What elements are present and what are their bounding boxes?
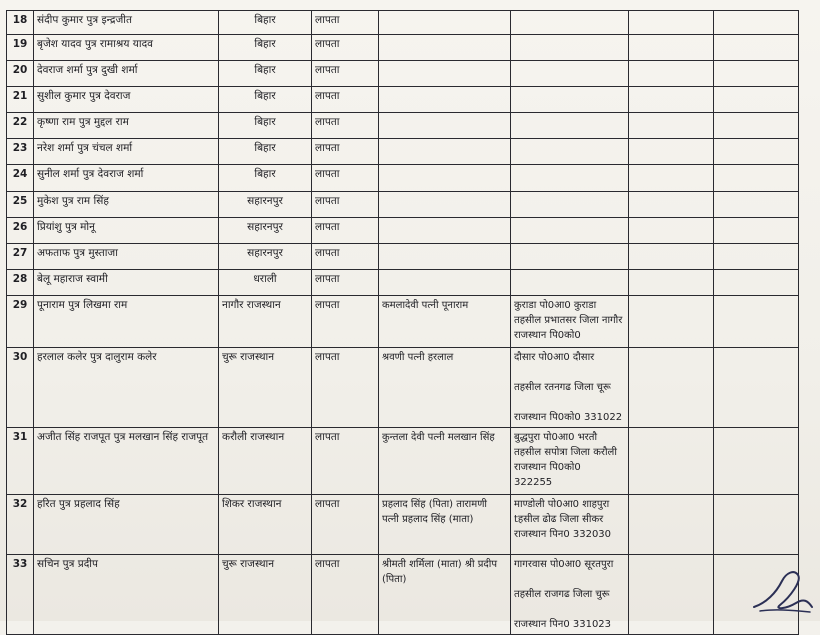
status-text: लापता <box>312 495 379 555</box>
status-text: लापता <box>312 61 379 87</box>
address-text <box>511 192 629 218</box>
empty-cell <box>714 165 799 192</box>
status-text: लापता <box>312 35 379 61</box>
relative-info: कुन्तला देवी पत्नी मलखान सिंह <box>379 428 511 495</box>
address-text <box>511 87 629 113</box>
status-text: लापता <box>312 11 379 35</box>
empty-cell <box>714 348 799 428</box>
person-name: बेलू महाराज स्वामी <box>34 270 219 296</box>
empty-cell <box>629 87 714 113</box>
table-row <box>7 428 799 495</box>
empty-cell <box>629 555 714 635</box>
serial-number: 25 <box>7 192 34 218</box>
address-text <box>511 165 629 192</box>
state-district: बिहार <box>219 35 312 61</box>
state-district: शिकर राजस्थान <box>219 495 312 555</box>
serial-number: 20 <box>7 61 34 87</box>
status-text: लापता <box>312 555 379 635</box>
state-district: बिहार <box>219 165 312 192</box>
state-district: सहारनपुर <box>219 244 312 270</box>
table-row <box>7 495 799 555</box>
person-name: सचिन पुत्र प्रदीप <box>34 555 219 635</box>
address-text <box>511 11 629 35</box>
relative-info <box>379 113 511 139</box>
person-name: मुकेश पुत्र राम सिंह <box>34 192 219 218</box>
address-text: माण्डोली पो0आ0 शाहपुरा tहसील ढोढ जिला सीकर राजस्थान पिन0 332030 <box>511 495 629 555</box>
status-text: लापता <box>312 192 379 218</box>
serial-number: 18 <box>7 11 34 35</box>
table-row <box>7 270 799 296</box>
empty-cell <box>714 270 799 296</box>
table-row <box>7 87 799 113</box>
relative-info <box>379 165 511 192</box>
address-text <box>511 113 629 139</box>
status-text: लापता <box>312 348 379 428</box>
empty-cell <box>714 495 799 555</box>
empty-cell <box>629 495 714 555</box>
relative-info: श्रवणी पत्नी हरलाल <box>379 348 511 428</box>
empty-cell <box>629 348 714 428</box>
relative-info <box>379 139 511 165</box>
state-district: धराली <box>219 270 312 296</box>
serial-number: 27 <box>7 244 34 270</box>
table-row <box>7 296 799 348</box>
relative-info: कमलादेवी पत्नी पूनाराम <box>379 296 511 348</box>
relative-info <box>379 270 511 296</box>
table-row <box>7 11 799 35</box>
address-text <box>511 35 629 61</box>
empty-cell <box>714 61 799 87</box>
state-district: बिहार <box>219 113 312 139</box>
state-district: बिहार <box>219 87 312 113</box>
person-name: नरेश शर्मा पुत्र चंचल शर्मा <box>34 139 219 165</box>
empty-cell <box>714 35 799 61</box>
serial-number: 32 <box>7 495 34 555</box>
relative-info <box>379 244 511 270</box>
empty-cell <box>629 139 714 165</box>
table-row <box>7 555 799 635</box>
person-name: पूनाराम पुत्र लिखमा राम <box>34 296 219 348</box>
status-text: लापता <box>312 218 379 244</box>
state-district: बिहार <box>219 139 312 165</box>
relative-info: प्रहलाद सिंह (पिता) तारामणी पत्नी प्रहलाद सिंह (माता) <box>379 495 511 555</box>
person-name: हरित पुत्र प्रहलाद सिंह <box>34 495 219 555</box>
empty-cell <box>714 113 799 139</box>
empty-cell <box>629 244 714 270</box>
state-district: सहारनपुर <box>219 218 312 244</box>
serial-number: 19 <box>7 35 34 61</box>
missing-persons-table <box>6 10 799 635</box>
table-row <box>7 348 799 428</box>
address-text <box>511 218 629 244</box>
serial-number: 26 <box>7 218 34 244</box>
serial-number: 23 <box>7 139 34 165</box>
relative-info: श्रीमती शर्मिला (माता) श्री प्रदीप (पिता) <box>379 555 511 635</box>
empty-cell <box>714 244 799 270</box>
serial-number: 28 <box>7 270 34 296</box>
person-name: सुनील शर्मा पुत्र देवराज शर्मा <box>34 165 219 192</box>
empty-cell <box>714 218 799 244</box>
serial-number: 21 <box>7 87 34 113</box>
state-district: करौली राजस्थान <box>219 428 312 495</box>
status-text: लापता <box>312 165 379 192</box>
status-text: लापता <box>312 428 379 495</box>
person-name: प्रियांशु पुत्र मोनू <box>34 218 219 244</box>
serial-number: 22 <box>7 113 34 139</box>
status-text: लापता <box>312 113 379 139</box>
state-district: बिहार <box>219 11 312 35</box>
relative-info <box>379 35 511 61</box>
status-text: लापता <box>312 270 379 296</box>
table-row <box>7 113 799 139</box>
empty-cell <box>714 11 799 35</box>
serial-number: 33 <box>7 555 34 635</box>
relative-info <box>379 11 511 35</box>
table-row <box>7 35 799 61</box>
person-name: सुशील कुमार पुत्र देवराज <box>34 87 219 113</box>
serial-number: 24 <box>7 165 34 192</box>
empty-cell <box>629 61 714 87</box>
empty-cell <box>629 165 714 192</box>
status-text: लापता <box>312 296 379 348</box>
relative-info <box>379 87 511 113</box>
address-text <box>511 244 629 270</box>
address-text <box>511 270 629 296</box>
empty-cell <box>629 218 714 244</box>
empty-cell <box>629 192 714 218</box>
table-row <box>7 165 799 192</box>
person-name: देवराज शर्मा पुत्र दुखी शर्मा <box>34 61 219 87</box>
status-text: लापता <box>312 139 379 165</box>
person-name: संदीप कुमार पुत्र इन्द्रजीत <box>34 11 219 35</box>
person-name: अजीत सिंह राजपूत पुत्र मलखान सिंह राजपूत <box>34 428 219 495</box>
state-district: बिहार <box>219 61 312 87</box>
table-row <box>7 244 799 270</box>
empty-cell <box>629 35 714 61</box>
status-text: लापता <box>312 87 379 113</box>
serial-number: 30 <box>7 348 34 428</box>
empty-cell <box>714 192 799 218</box>
table-row <box>7 218 799 244</box>
state-district: नागौर राजस्थान <box>219 296 312 348</box>
person-name: कृष्णा राम पुत्र मुद्दल राम <box>34 113 219 139</box>
relative-info <box>379 218 511 244</box>
table-row <box>7 61 799 87</box>
empty-cell <box>714 296 799 348</box>
serial-number: 29 <box>7 296 34 348</box>
person-name: अफताफ पुत्र मुस्ताजा <box>34 244 219 270</box>
state-district: चुरू राजस्थान <box>219 348 312 428</box>
table-row <box>7 192 799 218</box>
person-name: हरलाल कलेर पुत्र दालुराम कलेर <box>34 348 219 428</box>
address-text: कुराडा पो0आ0 कुराडा तहसील प्रभातसर जिला नागौर राजस्थान पि0को0 <box>511 296 629 348</box>
relative-info <box>379 192 511 218</box>
relative-info <box>379 61 511 87</box>
empty-cell <box>714 428 799 495</box>
empty-cell <box>629 296 714 348</box>
empty-cell <box>629 11 714 35</box>
address-text: दौसार पो0आ0 दौसार तहसील रतनगढ जिला चूरू राजस्थान पि0को0 331022 <box>511 348 629 428</box>
empty-cell <box>629 113 714 139</box>
state-district: चुरू राजस्थान <box>219 555 312 635</box>
address-text: बुद्धपुरा पो0आ0 भरतौ तहसील सपोत्रा जिला करौली राजस्थान पि0को0 322255 <box>511 428 629 495</box>
serial-number: 31 <box>7 428 34 495</box>
empty-cell <box>714 87 799 113</box>
state-district: सहारनपुर <box>219 192 312 218</box>
address-text <box>511 139 629 165</box>
table-row <box>7 139 799 165</box>
empty-cell <box>629 428 714 495</box>
table-body <box>7 11 799 635</box>
address-text <box>511 61 629 87</box>
status-text: लापता <box>312 244 379 270</box>
empty-cell <box>629 270 714 296</box>
person-name: बृजेश यादव पुत्र रामाश्रय यादव <box>34 35 219 61</box>
address-text: गागरवास पो0आ0 सूरतपुरा तहसील राजगढ जिला चुरू राजस्थान पिन0 331023 <box>511 555 629 635</box>
signature-mark <box>746 563 816 615</box>
empty-cell <box>714 139 799 165</box>
